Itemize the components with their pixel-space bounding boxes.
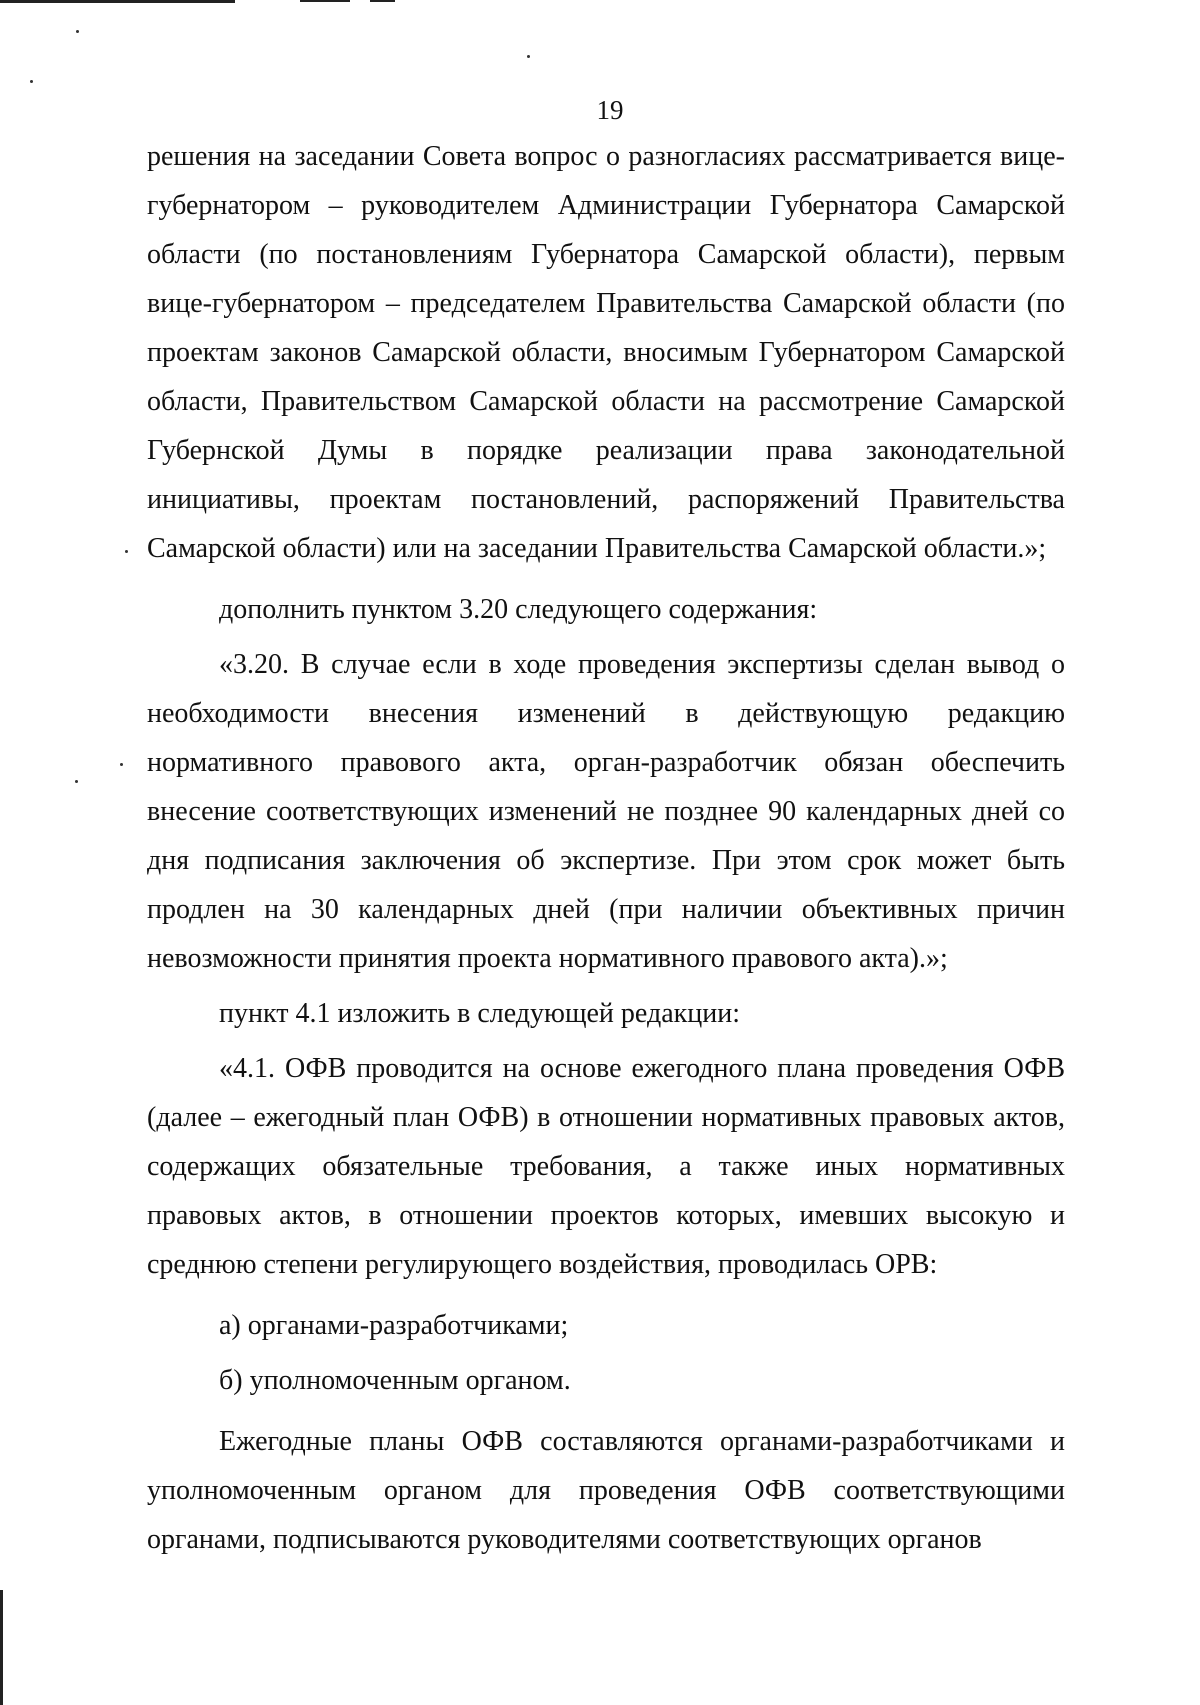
document-body (147, 132, 1065, 1564)
scan-edge-top-mid (300, 0, 350, 2)
scan-edge-left-bottom (0, 1590, 3, 1705)
paragraph-clause-4-1: «4.1. ОФВ проводится на основе ежегодного плана проведения ОФВ (далее – ежегодный план ОФВ) в отношении нормативных правовых актов, содержащих обязательные требования, а также иных нормативных правовых актов, в отношении проектов которых, имевших высокую и среднюю степени регулирующего воздействия, проводилась ОРВ: (147, 1053, 1065, 1280)
paragraph-continuation: решения на заседании Совета вопрос о разногласиях рассматривается вице-губернатором – руководителем Администрации Губернатора Самарской области (по постановлениям Губернатора Самарской области), первым вице-губернатором – председателем Правительства Самарской области (по проектам законов Самарской области, вносимым Губернатором Самарской области, Правительством Самарской области на рассмотрение Самарской Губернской Думы в порядке реализации права законодательной инициативы, проектам постановлений, распоряжений Правительства Самарской области) или на заседании Правительства Самарской области.»; (147, 141, 1065, 564)
scan-speck (30, 80, 33, 83)
list-item-b: б) уполномоченным органом. (219, 1365, 571, 1396)
page-number: 19 (596, 95, 624, 125)
paragraph-clause-3-20: «3.20. В случае если в ходе проведения экспертизы сделан вывод о необходимости внесения изменений в действующую редакцию нормативного правового акта, орган-разработчик обязан обеспечить внесение соответствующих изменений не позднее 90 календарных дней со дня подписания заключения об экспертизе. При этом срок может быть продлен на 30 календарных дней (при наличии объективных причин невозможности принятия проекта нормативного правового акта).»; (147, 649, 1065, 974)
scan-speck (120, 763, 123, 766)
list-item-a: а) органами-разработчиками; (219, 1310, 569, 1341)
paragraph-annual-plans: Ежегодные планы ОФВ составляются органами-разработчиками и уполномоченным органом для проведения ОФВ соответствующими органами, подписываются руководителями соответствующих органов (147, 1426, 1065, 1555)
scan-edge-top-left (0, 0, 235, 3)
scan-speck (76, 30, 79, 33)
scan-speck (527, 55, 530, 58)
scan-edge-top-right (370, 0, 395, 2)
scan-speck (75, 780, 78, 783)
paragraph-amendment-4-1-intro: пункт 4.1 изложить в следующей редакции: (219, 998, 740, 1029)
paragraph-amendment-3-20-intro: дополнить пунктом 3.20 следующего содержания: (219, 594, 818, 625)
scan-speck (125, 550, 128, 553)
